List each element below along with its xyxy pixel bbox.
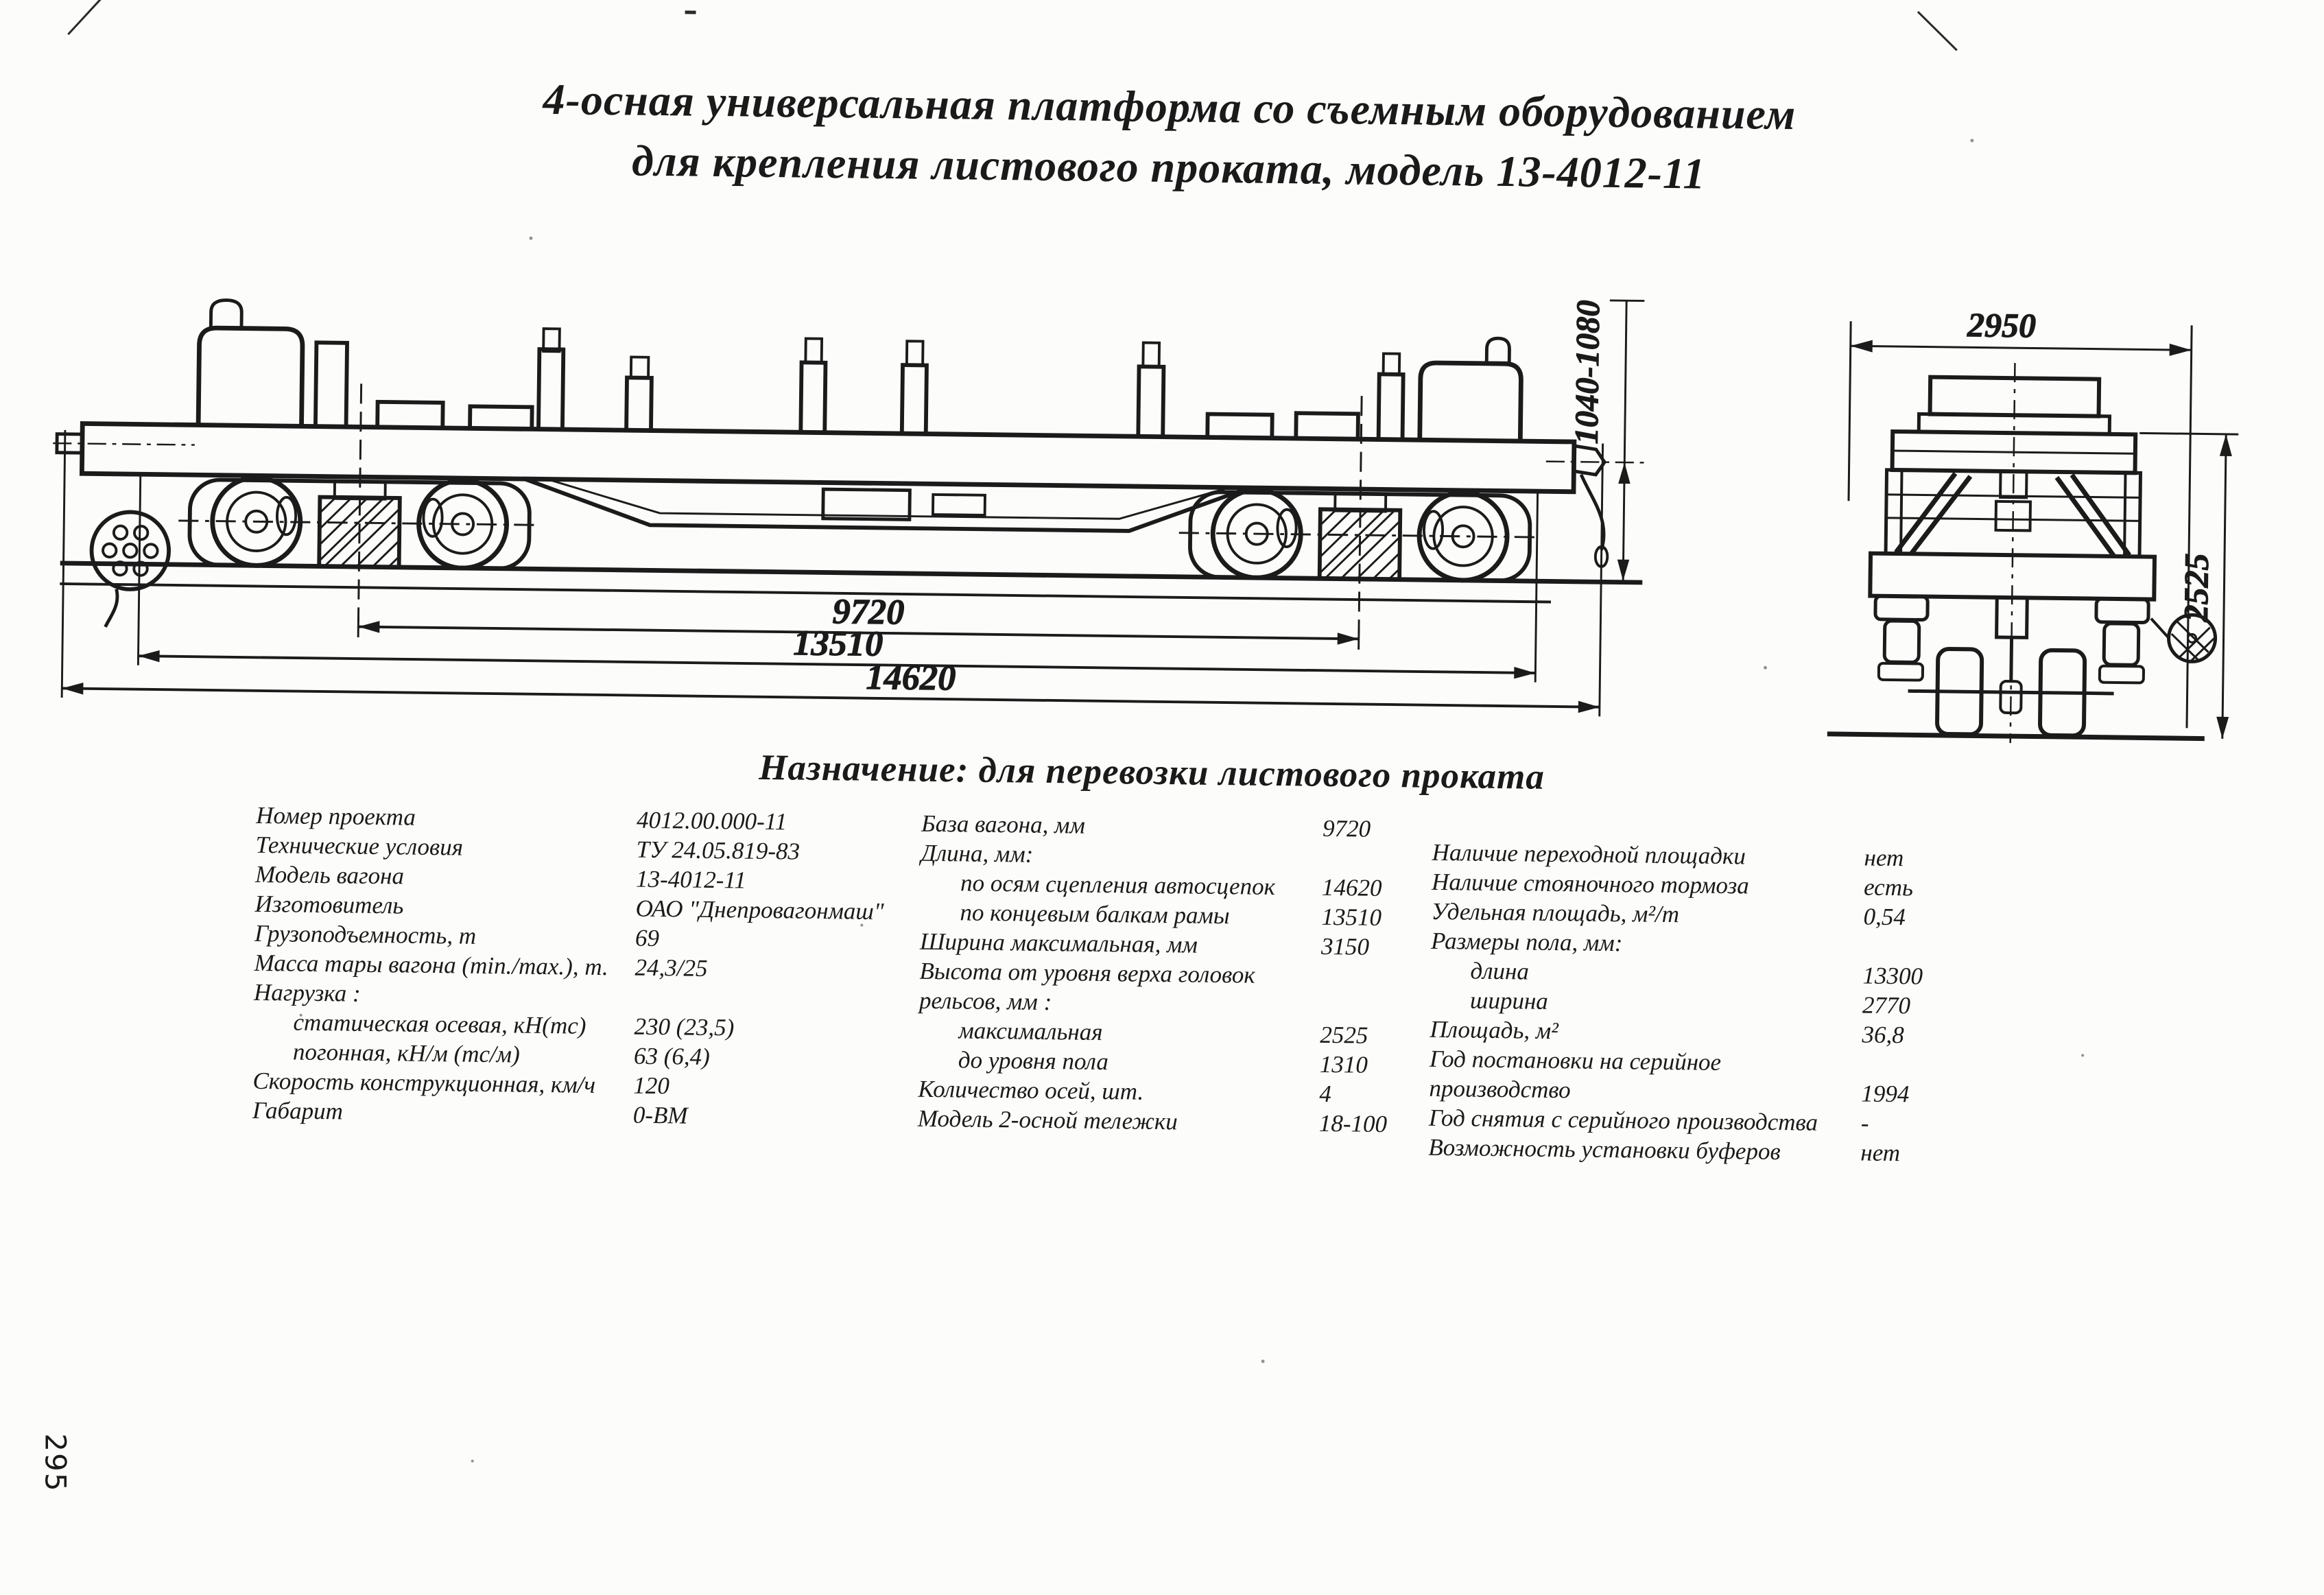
- scan-speck: [2081, 1054, 2084, 1056]
- spec-label: Нагрузка :: [253, 978, 361, 1007]
- side-view-drawing: [48, 123, 1653, 729]
- spec-label: Количество осей, шт.: [918, 1075, 1144, 1105]
- scan-artifact: [685, 10, 696, 14]
- scan-artifact: [67, 0, 112, 35]
- spec-value: есть: [1863, 873, 1914, 901]
- spec-value: 4012.00.000-11: [636, 806, 787, 836]
- spec-label: Возможность установки буферов: [1428, 1133, 1781, 1166]
- spec-label: Год снятия с серийного производства: [1428, 1104, 1818, 1136]
- spec-label: ширина: [1469, 986, 1549, 1015]
- spec-label: Год постановки на серийное: [1429, 1045, 1722, 1076]
- dim-label-14620: 14620: [866, 657, 956, 698]
- knob-post-right: [1486, 338, 1509, 364]
- dim-label-2950: 2950: [1967, 305, 2037, 345]
- spec-value: 69: [635, 924, 660, 952]
- spec-value: 3150: [1320, 932, 1370, 960]
- spec-value: 120: [633, 1072, 670, 1100]
- spec-label: Модель 2-осной тележки: [917, 1104, 1178, 1135]
- dim-label-1040-1080: 1040-1080: [1568, 299, 1607, 445]
- spec-value: 13-4012-11: [635, 865, 747, 894]
- spec-label: Модель вагона: [254, 860, 405, 890]
- dimension-coupler-height: [1567, 300, 1644, 582]
- corner-post-left: [198, 328, 303, 427]
- suspension-right: [2096, 599, 2148, 683]
- spec-value: 4: [1319, 1080, 1332, 1108]
- spec-value: ОАО "Днепровагонмаш": [635, 895, 884, 925]
- spec-value: нет: [1860, 1139, 1901, 1167]
- dimension-lines: [62, 281, 1644, 717]
- spec-value: 24,3/25: [635, 954, 708, 982]
- spec-value: 18-100: [1318, 1109, 1388, 1138]
- spec-value: 63 (6,4): [633, 1042, 711, 1070]
- rail-line: [1827, 734, 2205, 739]
- spec-column-1: [252, 802, 915, 1135]
- spec-value: 2525: [1320, 1021, 1368, 1049]
- spec-column-3: [1428, 839, 2070, 1171]
- spec-label: Наличие переходной площадки: [1432, 838, 1746, 870]
- spec-label: производство: [1429, 1074, 1571, 1104]
- spec-value: нет: [1864, 844, 1904, 872]
- page-number: 295: [38, 1433, 73, 1493]
- spec-value: 0-ВМ: [632, 1101, 688, 1129]
- page-title-line2: для крепления листового проката, модель 13-4012-11: [631, 136, 1706, 198]
- spec-label: по осям сцепления автосцепок: [960, 869, 1276, 901]
- spec-label: Наличие стояночного тормоза: [1431, 868, 1749, 899]
- spec-value: 0,54: [1863, 903, 1906, 931]
- dimension-frame-length: [138, 615, 1536, 679]
- spec-label: Ширина максимальная, мм: [919, 928, 1198, 958]
- spec-label: по концевым балкам рамы: [960, 899, 1230, 930]
- spec-label: Номер проекта: [255, 801, 416, 831]
- spec-label: Технические условия: [255, 831, 464, 861]
- spec-value: ТУ 24.05.819-83: [636, 836, 801, 865]
- knob-post-left: [211, 300, 241, 328]
- spec-value: 1310: [1319, 1050, 1368, 1078]
- spec-label: до уровня пола: [958, 1046, 1109, 1076]
- dim-label-13510: 13510: [792, 623, 884, 664]
- spec-label: Высота от уровня верха головок: [919, 957, 1256, 989]
- coupler-right: [1545, 445, 1644, 567]
- dim-label-2525: 2525: [2176, 553, 2216, 622]
- scan-speck: [1261, 1360, 1265, 1363]
- purpose-title: Назначение: для перевозки листового проката: [758, 747, 1545, 797]
- spec-label: Площадь, м²: [1430, 1015, 1558, 1045]
- corner-post-right: [1420, 363, 1521, 441]
- spec-value: 2770: [1862, 991, 1911, 1019]
- spec-column-2: [918, 810, 1430, 1141]
- spec-label: Габарит: [252, 1096, 344, 1125]
- scan-speck: [1764, 666, 1767, 670]
- spec-label: Скорость конструкционная, км/ч: [252, 1067, 596, 1098]
- spec-label: База вагона, мм: [921, 810, 1086, 839]
- spec-label: Масса тары вагона (min./max.), т.: [254, 949, 609, 981]
- uncoupling-plate-left: [91, 512, 169, 628]
- spec-value: 14620: [1321, 873, 1382, 901]
- stake-posts: [198, 300, 1521, 441]
- spec-value: 36,8: [1862, 1021, 1904, 1049]
- dim-label-9720: 9720: [832, 591, 905, 633]
- spec-label: Грузоподъемность, т: [254, 919, 477, 949]
- spec-value: 1994: [1861, 1080, 1910, 1108]
- spec-value: 13510: [1321, 903, 1382, 931]
- spec-label: статическая осевая, кН(тс): [293, 1008, 586, 1039]
- spec-label: рельсов, мм :: [918, 986, 1052, 1016]
- spec-value: 13300: [1862, 962, 1923, 990]
- scan-artifact: [1917, 11, 1958, 51]
- spec-row: [918, 1105, 1425, 1141]
- spec-value: -: [1860, 1109, 1869, 1137]
- spec-label: погонная, кН/м (тс/м): [292, 1038, 521, 1068]
- scan-speck: [471, 1460, 474, 1463]
- spec-value: 230 (23,5): [634, 1013, 735, 1041]
- spec-label: Размеры пола, мм:: [1430, 927, 1623, 957]
- page-title-line1: 4-осная универсальная платформа со съемным оборудованием: [543, 74, 1797, 139]
- spec-label: максимальная: [958, 1017, 1103, 1045]
- coupler-left: [53, 434, 195, 454]
- spec-label: Длина, мм:: [921, 839, 1034, 868]
- spec-label: Изготовитель: [254, 890, 404, 919]
- spec-label: длина: [1470, 957, 1530, 985]
- spec-value: 9720: [1322, 814, 1371, 842]
- suspension-left: [1875, 596, 1928, 681]
- spec-label: Удельная площадь, м²/т: [1431, 897, 1680, 928]
- end-view-drawing: [1787, 294, 2245, 766]
